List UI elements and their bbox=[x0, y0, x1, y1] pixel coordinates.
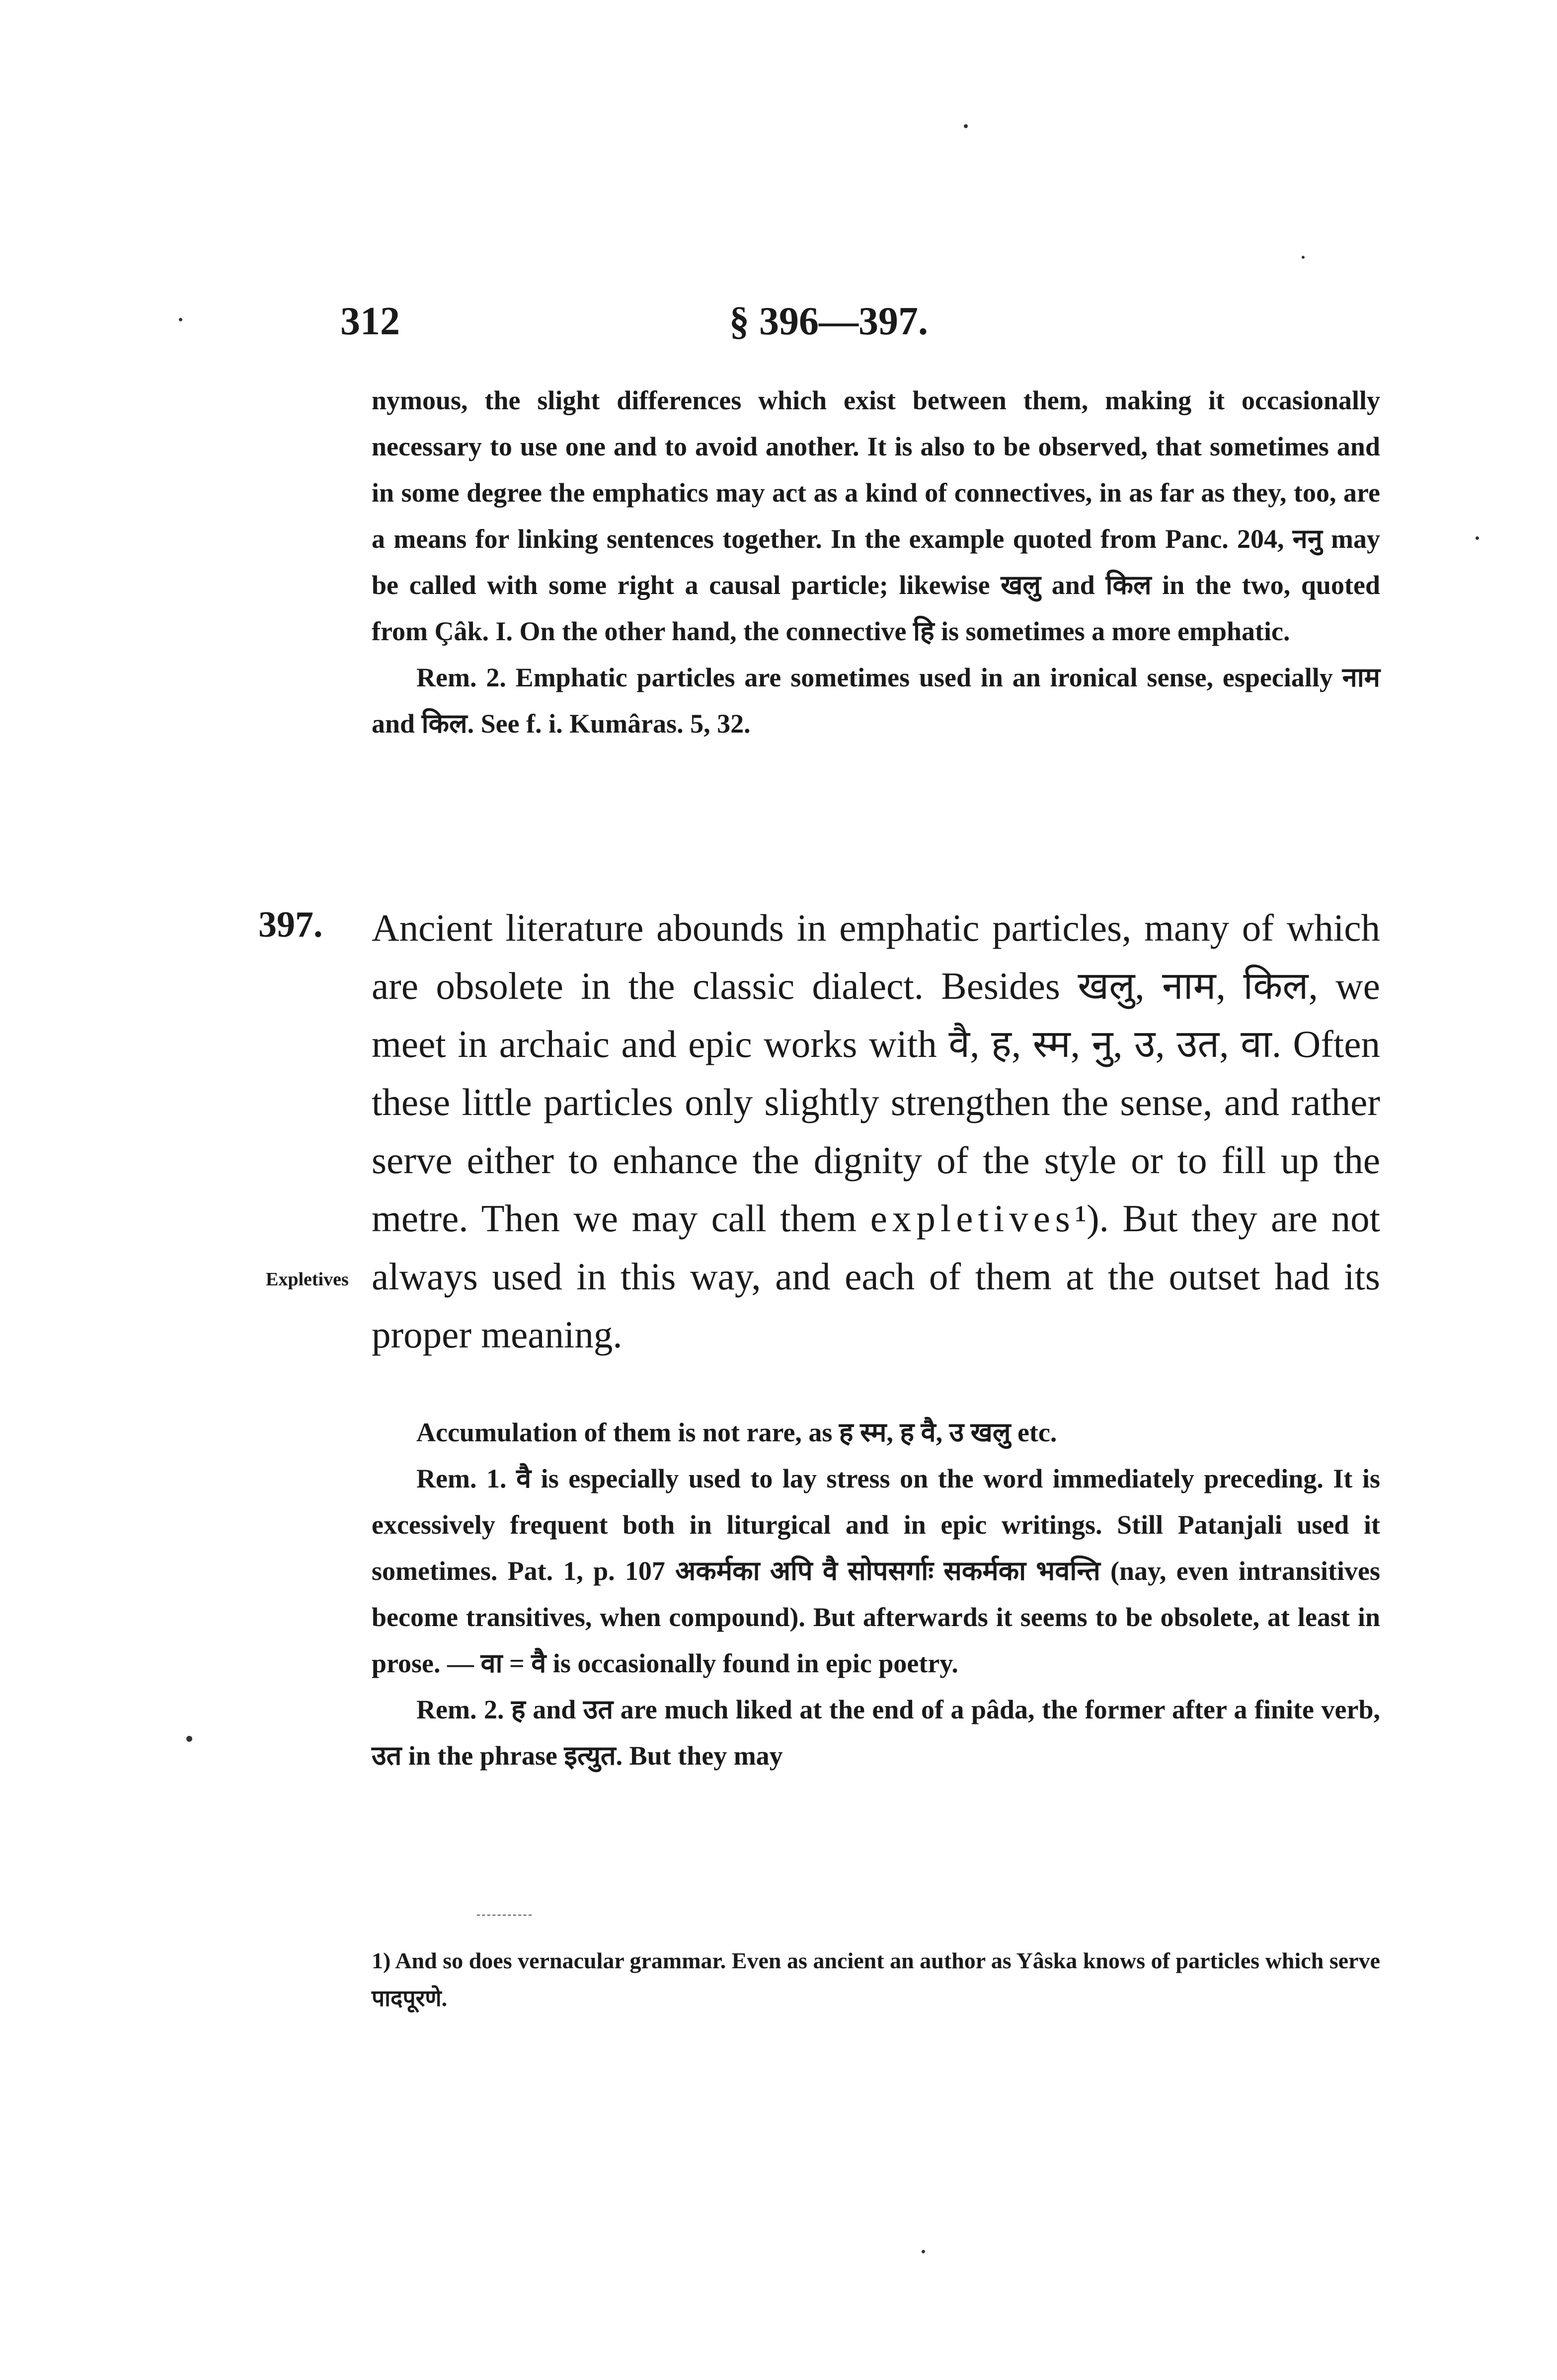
speck bbox=[922, 2250, 925, 2253]
page-number: 312 bbox=[340, 299, 400, 343]
speck bbox=[964, 124, 968, 128]
section-397-main bbox=[372, 899, 1380, 1364]
footnote-rule bbox=[477, 1915, 532, 1916]
continuation-block bbox=[372, 377, 1380, 747]
term-expletives: expletives bbox=[870, 1197, 1075, 1240]
remark-2-ha-uta: Rem. 2. ह and उत are much liked at the end of a pâda, the former after a finite verb, उत in the phrase इत्युत. But they may bbox=[372, 1695, 1380, 1771]
remark-1-vai: Rem. 1. वै is especially used to lay stress on the word immediately preceding. It is excessively frequent both in liturgical and in epic writings. Still Patanjali used it sometimes. Pat. 1, p. 107 अकर्मका अपि वै सोपसर्गाः सकर्मका भवन्ति (nay, even intransitives become transitives, when compound). But afterwards it seems to be obsolete, at least in prose. — वा = वै is occasionally found in epic poetry. bbox=[372, 1464, 1380, 1678]
margin-note-expletives: Expletives bbox=[266, 1269, 349, 1290]
main-text-after: ¹). But they are not always used in this way, and each of them at the outset had its proper meaning. bbox=[372, 1197, 1381, 1356]
speck bbox=[186, 1736, 192, 1742]
speck bbox=[1476, 536, 1479, 540]
remark-2-emphatic: Rem. 2. Emphatic particles are sometimes used in an ironical sense, especially नाम and किल. See f. i. Kumâras. 5, 32. bbox=[372, 663, 1380, 739]
section-range: § 396—397. bbox=[729, 299, 928, 343]
footnote: 1) And so does vernacular grammar. Even as ancient an author as Yâska knows of particles which serve पादपूरणे. bbox=[372, 1948, 1380, 2011]
speck bbox=[179, 318, 182, 321]
continuation-paragraph: nymous, the slight differences which exist between them, making it occasionally necessary to use one and to avoid another. It is also to be observed, that sometimes and in some degree the emphatics may act as a kind of connectives, in as far as they, too, are a means for linking sentences together. In the example quoted from Panc. 204, ननु may be called with some right a causal particle; likewise खलु and किल in the two, quoted from Çâk. I. On the other hand, the connective हि is sometimes a more emphatic. bbox=[372, 385, 1380, 646]
section-number-397: 397. bbox=[258, 904, 323, 945]
accumulation-remark: Accumulation of them is not rare, as ह स्म, ह वै, उ खलु etc. bbox=[416, 1417, 1057, 1447]
main-text-before: Ancient literature abounds in emphatic particles, many of which are obsolete in the classic dialect. Besides खलु, नाम, किल, we meet in archaic and epic works with वै, ह, स्म, नु, उ, उत, वा. Often these little particles only slightly strengthen the sense, and rather serve either to enhance the dignity of the style or to fill up the metre. Then we may call them bbox=[372, 906, 1380, 1240]
section-397-remarks bbox=[372, 1410, 1380, 1779]
speck bbox=[1302, 256, 1305, 259]
